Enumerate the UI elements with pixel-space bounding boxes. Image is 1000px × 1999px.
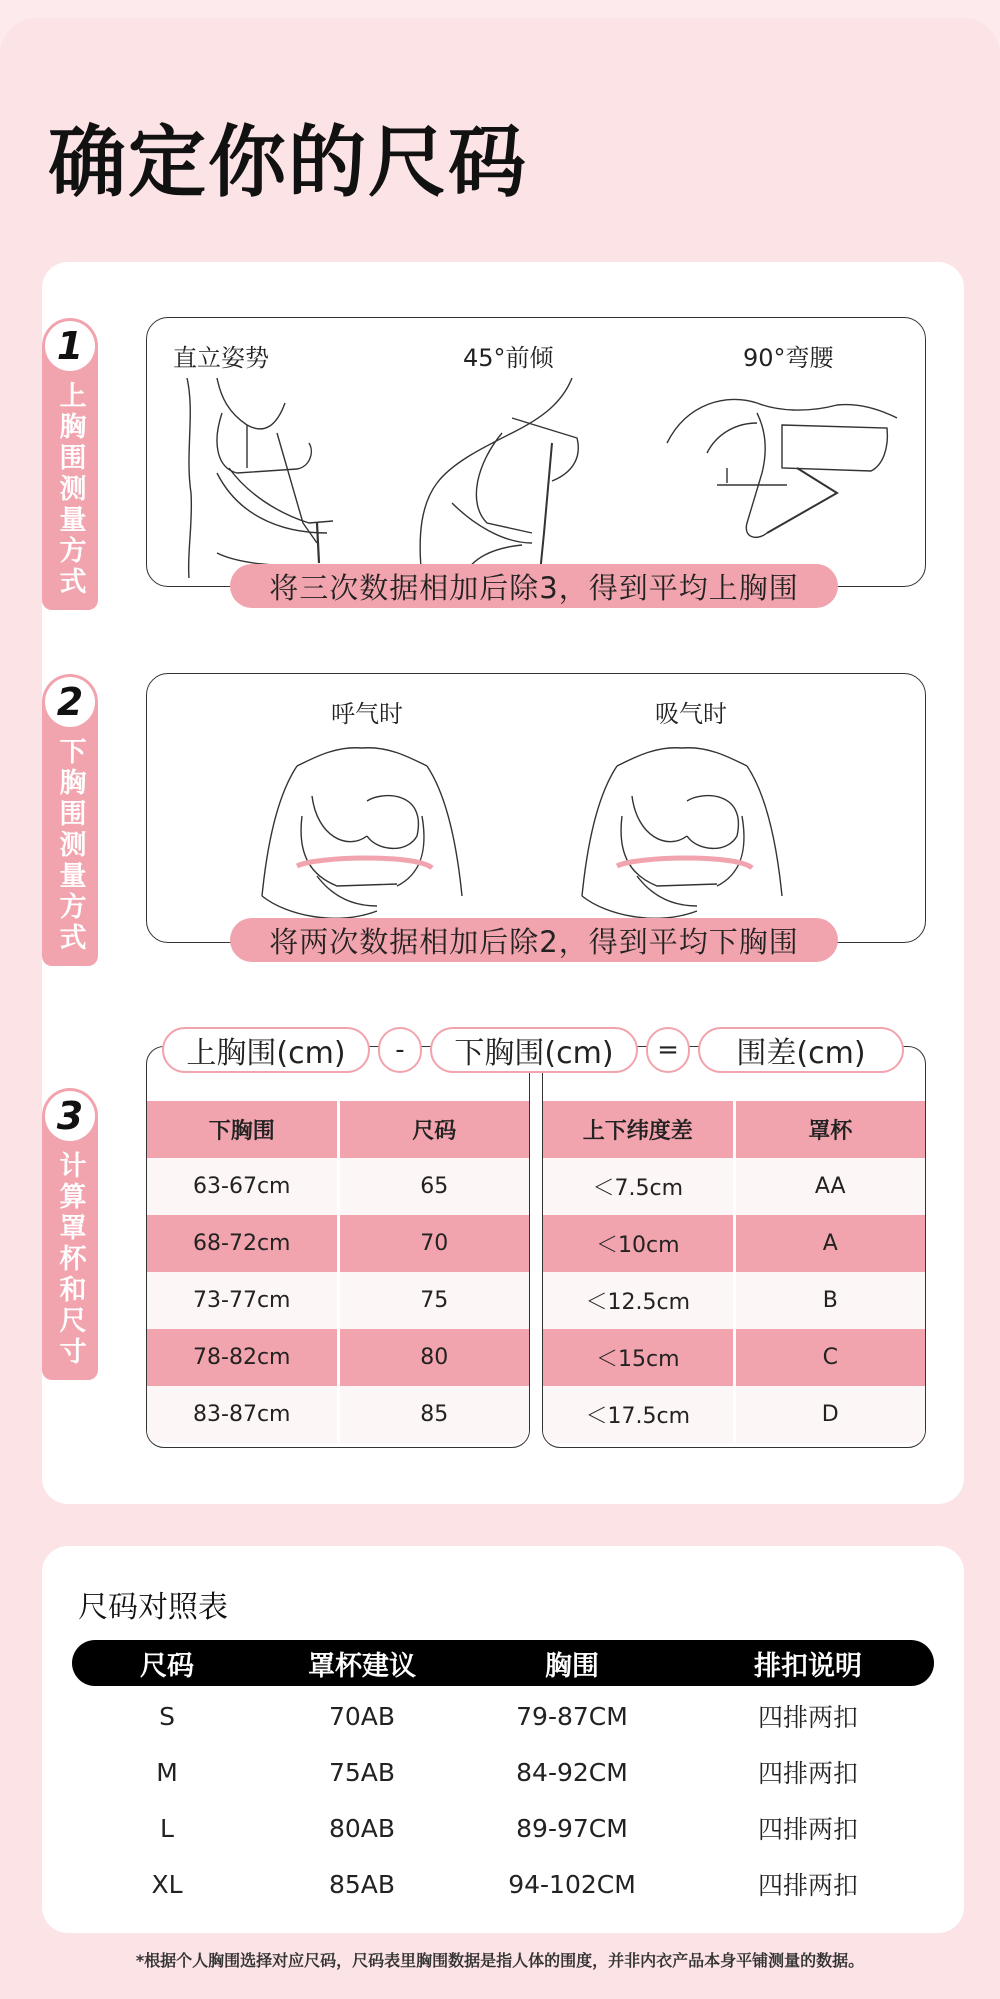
inhale-pose-illustration (577, 736, 787, 931)
table-cell: 四排两扣 (757, 1871, 858, 1900)
bend-90-pose-illustration (657, 373, 907, 578)
table-cell: 75 (338, 1272, 529, 1329)
step-badge-under-bust (42, 674, 98, 966)
formula-equals: = (646, 1027, 690, 1073)
table-cell: B (734, 1272, 925, 1329)
pose-label-standing: 直立姿势 (173, 344, 269, 372)
formula-upper-bust: 上胸围(cm) (162, 1027, 370, 1073)
table-cell: 84-92CM (516, 1757, 628, 1787)
table-cell: ＜7.5cm (543, 1158, 734, 1215)
table-cell: ＜10cm (543, 1215, 734, 1272)
pose-label-inhale: 吸气时 (655, 700, 727, 728)
table-row (147, 1215, 529, 1272)
step-number: 3 (45, 1091, 95, 1141)
table-header: 上下纬度差 (543, 1101, 734, 1158)
table-cell: 79-87CM (516, 1701, 628, 1731)
table-cell: L (160, 1813, 174, 1843)
table-cell: 80 (338, 1329, 529, 1386)
table-header: 尺码 (140, 1650, 194, 1682)
table-header: 罩杯建议 (308, 1650, 416, 1682)
size-chart-title: 尺码对照表 (78, 1590, 228, 1625)
step-number: 1 (45, 321, 95, 371)
step-badge-cup-size (42, 1088, 98, 1380)
step-badge-upper-bust (42, 318, 98, 610)
table-row (72, 1856, 934, 1912)
step-number: 2 (45, 677, 95, 727)
table-row (147, 1272, 529, 1329)
under-bust-panel (146, 673, 926, 943)
table-header: 胸围 (545, 1650, 599, 1682)
table-row (543, 1386, 925, 1443)
table-cell: 四排两扣 (757, 1703, 858, 1732)
table-row (147, 1329, 529, 1386)
exhale-pose-illustration (257, 736, 467, 931)
table-row (543, 1158, 925, 1215)
table-header-row (543, 1101, 925, 1158)
table-row (72, 1744, 934, 1800)
table-cell: 70AB (328, 1701, 396, 1731)
table-cell: 73-77cm (147, 1272, 338, 1329)
table-cell: ＜17.5cm (543, 1386, 734, 1443)
table-cell: 89-97CM (516, 1813, 628, 1843)
table-cell: ＜12.5cm (543, 1272, 734, 1329)
table-cell: XL (151, 1869, 183, 1899)
table-row (543, 1272, 925, 1329)
table-row (72, 1800, 934, 1856)
table-cell: AA (734, 1158, 925, 1215)
table-cell: 四排两扣 (757, 1759, 858, 1788)
table-cell: C (734, 1329, 925, 1386)
size-chart-card (42, 1546, 964, 1933)
table-cell: 80AB (328, 1813, 396, 1843)
size-chart-header (72, 1640, 934, 1686)
pose-label-lean-45: 45°前倾 (463, 344, 554, 372)
cup-size-table (542, 1046, 926, 1448)
step-label: 下胸围测量方式 (54, 737, 86, 954)
table-header: 尺码 (338, 1101, 529, 1158)
table-header: 罩杯 (734, 1101, 925, 1158)
table-cell: A (734, 1215, 925, 1272)
standing-pose-illustration (177, 373, 357, 578)
formula-minus: - (378, 1027, 422, 1073)
table-header: 下胸围 (147, 1101, 338, 1158)
table-row (147, 1158, 529, 1215)
table-cell: 85AB (328, 1869, 396, 1899)
table-cell: 83-87cm (147, 1386, 338, 1443)
step-label: 上胸围测量方式 (54, 381, 86, 598)
table-cell: 四排两扣 (757, 1815, 858, 1844)
table-cell: 65 (338, 1158, 529, 1215)
table-row (543, 1215, 925, 1272)
table-cell: 75AB (328, 1757, 396, 1787)
lean-45-pose-illustration (392, 373, 592, 578)
table-header: 排扣说明 (754, 1650, 862, 1682)
table-cell: 68-72cm (147, 1215, 338, 1272)
pose-label-exhale: 呼气时 (331, 700, 403, 728)
upper-bust-panel (146, 317, 926, 587)
footnote: *根据个人胸围选择对应尺码，尺码表里胸围数据是指人体的围度，并非内衣产品本身平铺测量的数据。 (135, 1951, 865, 1970)
table-cell: 85 (338, 1386, 529, 1443)
table-row (543, 1329, 925, 1386)
step-label: 计算罩杯和尺寸 (54, 1151, 86, 1368)
table-row (72, 1688, 934, 1744)
table-cell: M (156, 1757, 178, 1787)
table-cell: 94-102CM (508, 1869, 636, 1899)
page-title: 确定你的尺码 (48, 118, 529, 208)
table-cell: 70 (338, 1215, 529, 1272)
pose-label-bend-90: 90°弯腰 (743, 344, 834, 372)
formula-under-bust: 下胸围(cm) (430, 1027, 638, 1073)
table-header-row (147, 1101, 529, 1158)
under-bust-instruction: 将两次数据相加后除2，得到平均下胸围 (230, 918, 838, 962)
upper-bust-instruction: 将三次数据相加后除3，得到平均上胸围 (230, 564, 838, 608)
table-cell: D (734, 1386, 925, 1443)
table-cell: S (159, 1701, 175, 1731)
table-row (147, 1386, 529, 1443)
table-cell: 78-82cm (147, 1329, 338, 1386)
table-cell: 63-67cm (147, 1158, 338, 1215)
formula-difference: 围差(cm) (698, 1027, 904, 1073)
band-size-table (146, 1046, 530, 1448)
table-cell: ＜15cm (543, 1329, 734, 1386)
